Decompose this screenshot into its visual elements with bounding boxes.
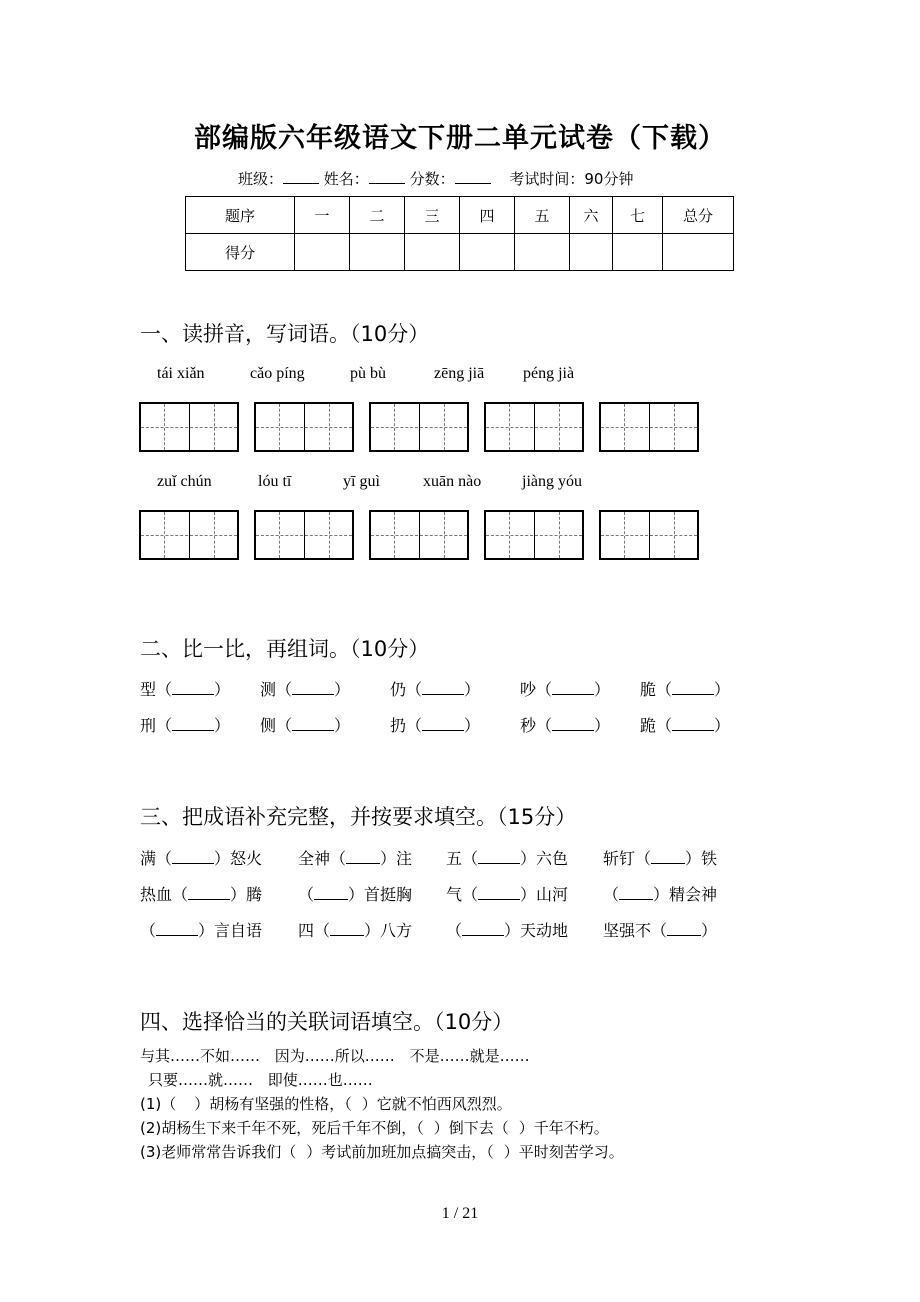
writing-grid[interactable]	[599, 402, 699, 452]
score-header-cell: 题序	[186, 197, 295, 234]
score-input-cell[interactable]	[663, 234, 734, 271]
answer-blank[interactable]	[346, 849, 380, 864]
idiom-suffix: 天动地	[520, 921, 569, 940]
pinyin-label: xuān nào	[423, 473, 482, 490]
score-header-cell: 一	[295, 197, 350, 234]
idiom-suffix: 首挺胸	[364, 885, 413, 904]
conjunction-options-row2	[148, 1069, 373, 1090]
answer-blank[interactable]	[667, 921, 701, 936]
answer-blank[interactable]	[314, 885, 348, 900]
score-input-cell[interactable]	[350, 234, 405, 271]
pinyin-label: lóu tī	[258, 473, 292, 490]
idiom-prefix: 全神	[298, 849, 331, 868]
question-text: ）平时刻苦学习。	[503, 1143, 624, 1161]
question-3	[140, 1141, 624, 1162]
compare-char: 型	[140, 680, 157, 699]
question-text: ）胡杨有坚强的性格，（	[194, 1095, 352, 1113]
idiom-prefix: 气	[446, 885, 463, 904]
pinyin-label: tái xiǎn	[157, 365, 205, 382]
answer-blank[interactable]	[478, 849, 520, 864]
exam-info	[238, 168, 633, 189]
answer-blank[interactable]	[424, 1119, 434, 1133]
compare-char: 秒	[520, 716, 537, 735]
page-title: 部编版六年级语文下册二单元试卷（下载）	[194, 123, 726, 154]
score-input-cell[interactable]	[515, 234, 570, 271]
answer-blank[interactable]	[188, 885, 230, 900]
conjunction-option: 即使……也……	[267, 1071, 373, 1089]
conjunction-option: 因为……所以……	[274, 1047, 395, 1065]
score-input-cell[interactable]	[405, 234, 460, 271]
writing-grid[interactable]	[139, 510, 239, 560]
answer-blank[interactable]	[172, 680, 214, 695]
idiom-item: 斩钉（ ）铁	[603, 849, 718, 868]
compare-item: 仍（ ）	[390, 680, 481, 699]
answer-blank[interactable]	[292, 680, 334, 695]
answer-blank[interactable]	[619, 885, 653, 900]
writing-grid[interactable]	[599, 510, 699, 560]
idiom-item: 热血（ ）腾	[140, 885, 263, 904]
pinyin-label: zēng jiā	[434, 365, 485, 382]
score-input-cell[interactable]	[460, 234, 515, 271]
writing-grid[interactable]	[484, 510, 584, 560]
idiom-suffix: 怒火	[230, 849, 263, 868]
pinyin-label: cǎo píng	[250, 365, 305, 382]
idiom-suffix: 六色	[536, 849, 569, 868]
score-header-cell: 七	[613, 197, 663, 234]
answer-blank[interactable]	[176, 1095, 194, 1109]
writing-grid[interactable]	[369, 510, 469, 560]
answer-blank[interactable]	[156, 921, 198, 936]
answer-blank[interactable]	[552, 680, 594, 695]
page-number: 1 / 21	[441, 1205, 479, 1222]
idiom-prefix: 热血	[140, 885, 173, 904]
compare-char: 仍	[390, 680, 407, 699]
score-table-header-row	[186, 197, 734, 234]
compare-char: 侧	[260, 716, 277, 735]
writing-grid[interactable]	[369, 402, 469, 452]
idiom-item: 四（ ）八方	[298, 921, 413, 940]
question-text: ）倒下去（	[433, 1119, 509, 1137]
pinyin-label: pù bù	[350, 365, 386, 382]
question-text: ）考试前加班加点搞突击，（	[306, 1143, 494, 1161]
answer-blank[interactable]	[478, 885, 520, 900]
compare-item: 侧（ ）	[260, 716, 351, 735]
compare-char: 跪	[640, 716, 657, 735]
compare-item: 跪（ ）	[640, 716, 731, 735]
pinyin-label: yī guì	[343, 473, 380, 490]
score-table-score-row	[186, 234, 734, 271]
section2-heading: 二、比一比，再组词。（10分）	[140, 637, 430, 661]
answer-blank[interactable]	[330, 921, 364, 936]
name-blank[interactable]	[369, 169, 405, 184]
name-label: 姓名：	[323, 170, 369, 188]
score-table	[185, 196, 734, 271]
class-label: 班级：	[238, 170, 284, 188]
score-header-cell: 五	[515, 197, 570, 234]
answer-blank[interactable]	[172, 849, 214, 864]
question-text: (1)（	[140, 1095, 177, 1113]
answer-blank[interactable]	[651, 849, 685, 864]
score-input-cell[interactable]	[613, 234, 663, 271]
score-header-cell: 二	[350, 197, 405, 234]
idiom-item: 气（ ）山河	[446, 885, 569, 904]
answer-blank[interactable]	[462, 921, 504, 936]
score-header-cell: 总分	[663, 197, 734, 234]
answer-blank[interactable]	[422, 716, 464, 731]
exam-time: 考试时间：90分钟	[509, 170, 634, 188]
compare-char: 脆	[640, 680, 657, 699]
score-header-cell: 四	[460, 197, 515, 234]
compare-char: 刑	[140, 716, 157, 735]
question-2	[140, 1117, 609, 1138]
class-blank[interactable]	[283, 169, 319, 184]
section3-heading: 三、把成语补充完整，并按要求填空。（15分）	[140, 805, 577, 829]
answer-blank[interactable]	[422, 680, 464, 695]
question-text: ）千年不朽。	[518, 1119, 609, 1137]
answer-blank[interactable]	[672, 680, 714, 695]
section1-heading: 一、读拼音，写词语。（10分）	[140, 322, 430, 346]
score-row-label: 得分	[186, 234, 295, 271]
idiom-prefix: 坚强不	[603, 921, 652, 940]
answer-blank[interactable]	[296, 1143, 306, 1157]
idiom-item: （ ）精会神	[603, 885, 718, 904]
idiom-item: （ ）言自语	[140, 921, 263, 940]
answer-blank[interactable]	[672, 716, 714, 731]
answer-blank[interactable]	[494, 1143, 504, 1157]
idiom-item: 坚强不（ ）	[603, 921, 718, 940]
question-text: (2)胡杨生下来千年不死，死后千年不倒，（	[140, 1119, 424, 1137]
question-text: (3)老师常常告诉我们（	[140, 1143, 297, 1161]
score-input-cell[interactable]	[295, 234, 350, 271]
answer-blank[interactable]	[352, 1095, 362, 1109]
answer-blank[interactable]	[172, 716, 214, 731]
idiom-suffix: 铁	[701, 849, 718, 868]
score-blank[interactable]	[455, 169, 491, 184]
compare-item: 吵（ ）	[520, 680, 611, 699]
idiom-item: 满（ ）怒火	[140, 849, 263, 868]
answer-blank[interactable]	[292, 716, 334, 731]
score-header-cell: 三	[405, 197, 460, 234]
idiom-prefix: 斩钉	[603, 849, 636, 868]
compare-item: 测（ ）	[260, 680, 351, 699]
idiom-prefix: 五	[446, 849, 463, 868]
idiom-item: （ ）首挺胸	[298, 885, 413, 904]
answer-blank[interactable]	[552, 716, 594, 731]
conjunction-option: 与其……不如……	[140, 1047, 261, 1065]
compare-item: 秒（ ）	[520, 716, 611, 735]
writing-grid[interactable]	[254, 510, 354, 560]
idiom-suffix: 精会神	[669, 885, 718, 904]
conjunction-options-row1	[140, 1045, 530, 1066]
compare-item: 型（ ）	[140, 680, 231, 699]
compare-item: 脆（ ）	[640, 680, 731, 699]
pinyin-label: jiàng yóu	[522, 473, 582, 490]
question-1	[140, 1093, 512, 1114]
idiom-item: （ ）天动地	[446, 921, 569, 940]
idiom-prefix: 四	[298, 921, 315, 940]
section4-heading: 四、选择恰当的关联词语填空。（10分）	[140, 1010, 514, 1034]
score-label: 分数：	[409, 170, 455, 188]
conjunction-option: 只要……就……	[148, 1071, 254, 1089]
writing-grid[interactable]	[484, 402, 584, 452]
answer-blank[interactable]	[509, 1119, 519, 1133]
writing-grid[interactable]	[139, 402, 239, 452]
idiom-prefix: 满	[140, 849, 157, 868]
compare-char: 扔	[390, 716, 407, 735]
idiom-suffix: 山河	[536, 885, 569, 904]
idiom-suffix: 八方	[380, 921, 413, 940]
pinyin-label: zuǐ chún	[157, 473, 212, 490]
pinyin-label: péng jià	[523, 365, 575, 382]
compare-char: 吵	[520, 680, 537, 699]
question-text: ）它就不怕西风烈烈。	[361, 1095, 512, 1113]
score-input-cell[interactable]	[570, 234, 613, 271]
idiom-suffix: 言自语	[214, 921, 263, 940]
idiom-item: 五（ ）六色	[446, 849, 569, 868]
conjunction-option: 不是……就是……	[409, 1047, 530, 1065]
idiom-suffix: 腾	[246, 885, 263, 904]
compare-char: 测	[260, 680, 277, 699]
compare-item: 刑（ ）	[140, 716, 231, 735]
idiom-suffix: 注	[396, 849, 413, 868]
compare-item: 扔（ ）	[390, 716, 481, 735]
score-header-cell: 六	[570, 197, 613, 234]
idiom-item: 全神（ ）注	[298, 849, 413, 868]
writing-grid[interactable]	[254, 402, 354, 452]
